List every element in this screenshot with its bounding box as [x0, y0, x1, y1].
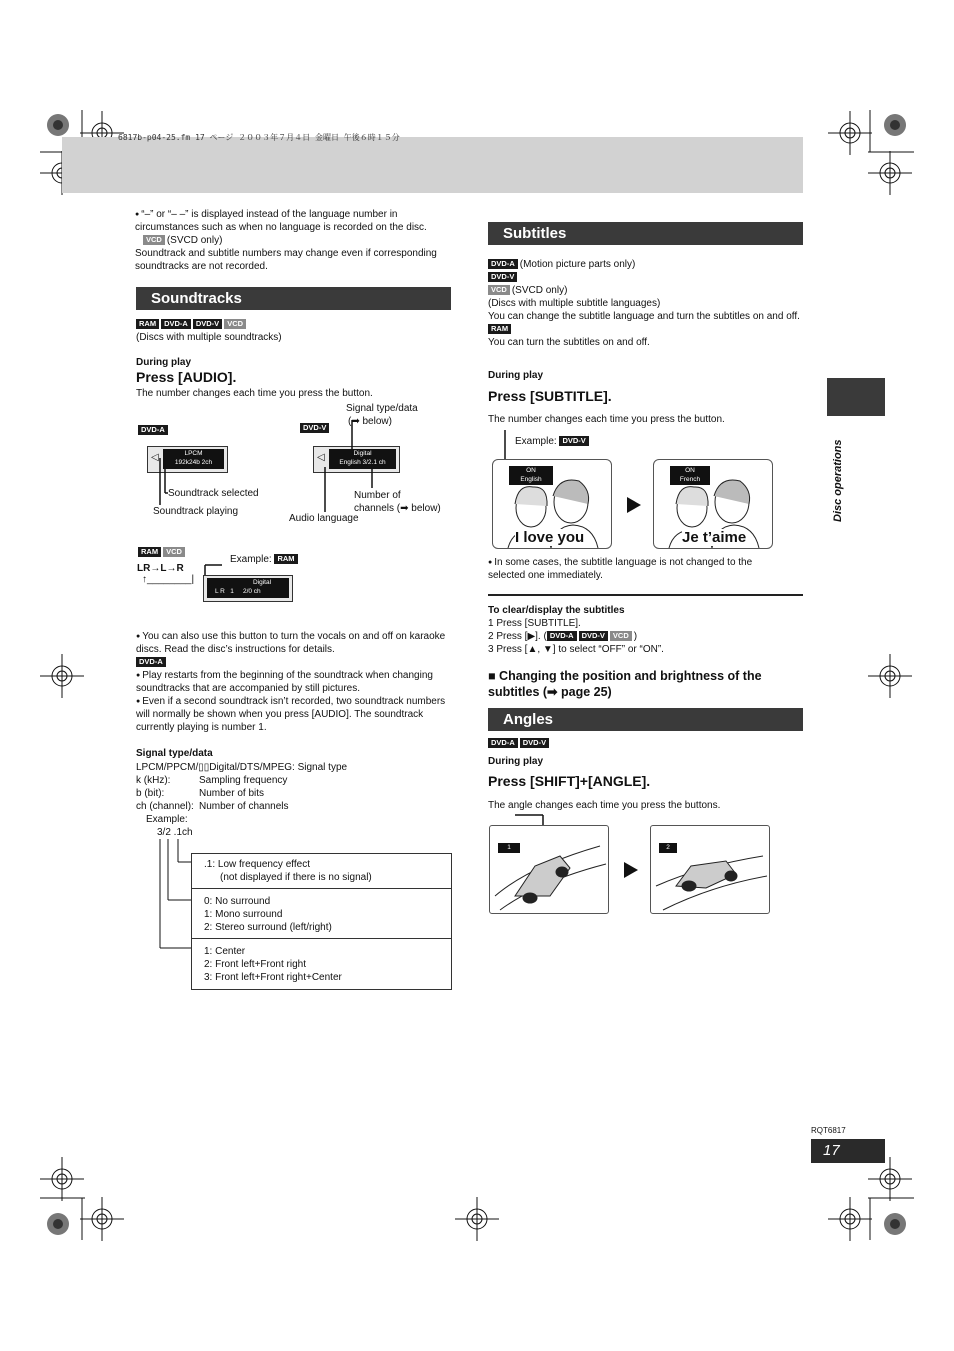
tag-dvdv: DVD-V [579, 631, 608, 641]
tag-ram: RAM [488, 324, 511, 334]
lr-return-arrow: ↑________| [142, 574, 195, 585]
step-3: 3 Press [▲, ▼] to select “OFF” or “ON”. [488, 644, 664, 655]
race-car-illustration [490, 826, 608, 913]
tag-vcd: VCD [610, 631, 632, 641]
doc-code: RQT6817 [811, 1126, 846, 1135]
signal-type-text: Signal type/data [346, 403, 418, 414]
signal-type-below: (➡ below) [348, 416, 392, 427]
speaker-icon: ◁ [151, 452, 159, 463]
tag-vcd: VCD [163, 547, 185, 557]
legend-front-1: 1: Center [204, 946, 246, 957]
def-k-value: Sampling frequency [199, 775, 288, 786]
sub-dvda-note: (Motion picture parts only) [519, 259, 636, 270]
tag-dvda: DVD-A [488, 738, 518, 748]
legend-lfe-line1: .1: Low frequency effect [204, 859, 310, 870]
caption-english: I love you [515, 529, 585, 546]
caption-french: Je t’aime [682, 529, 747, 546]
example-label: Example: [230, 554, 272, 565]
angles-during: During play [488, 756, 544, 767]
osd-french-lang: French [679, 476, 701, 483]
intro-bullet: ● “–” or “– –” is displayed instead of the language number in circumstances such as when no language is recorded on the disc. [135, 208, 455, 234]
angle-frame-1 [489, 825, 609, 914]
tag-dvdv-example: DVD-V [300, 423, 329, 433]
during-play-subtitle: During play [488, 370, 544, 381]
speaker-icon: ◁ [317, 452, 325, 463]
osd-dvdv-line2: English 3/2.1 ch [339, 459, 386, 466]
def-b: b (bit): [136, 788, 165, 799]
audio-language: Audio language [289, 513, 359, 524]
tag-dvdv: DVD-V [488, 272, 517, 282]
tag-dvda: DVD-A [488, 259, 518, 269]
tag-dvdv: DVD-V [520, 738, 549, 748]
signal-line: LPCM/PPCM/▯▯Digital/DTS/MPEG: Signal type [136, 762, 348, 773]
clear-subtitles: To clear/display the subtitles 1 Press [SUBTITLE]. 2 Press [▶]. ( DVD-A DVD-V VCD ) 3 Press [▲, ▼] to select “OFF” or “ON”. [488, 604, 803, 656]
tag-dvda: DVD-A [161, 319, 191, 329]
legend-surround-2: 2: Stereo surround (left/right) [204, 922, 332, 933]
section-side-tab [827, 378, 885, 416]
legend-lfe-line2: (not displayed if there is no signal) [220, 872, 372, 883]
square-bullet-icon: ■ [488, 669, 496, 683]
soundtrack-selected: Soundtrack selected [168, 488, 259, 499]
angle-frame-2 [650, 825, 770, 914]
press-angle-desc: The angle changes each time you press the buttons. [488, 800, 721, 811]
lr-sequence: LR→L→R [137, 563, 184, 574]
osd-ram-lr: L R [215, 588, 225, 595]
step-2: 2 Press [▶]. ( [488, 631, 547, 642]
osd-dvdv-line1: Digital [353, 450, 372, 457]
page-number: 17 [811, 1139, 885, 1163]
soundtrack-playing: Soundtrack playing [153, 506, 239, 517]
tag-dvda: DVD-A [547, 631, 577, 641]
osd-english-on: ON [526, 467, 536, 474]
file-header: 6817b-p04-25.fm 17 ページ ２００３年７月４日 金曜日 午後６時１５分 [118, 133, 400, 142]
tag-ram: RAM [138, 547, 161, 557]
sub-vcd-note: (SVCD only) [511, 285, 568, 296]
legend-surround-1: 1: Mono surround [204, 909, 283, 920]
bullet-karaoke: ● You can also use this button to turn the vocals on and off on karaoke discs. Read the disc’s instructions for details. [136, 630, 454, 656]
press-audio: Press [AUDIO]. [136, 369, 237, 385]
during-play-audio: During play [136, 357, 192, 368]
bullet-some-cases: ● In some cases, the subtitle language is not changed to the selected one immediately. [488, 556, 788, 582]
example2-label: Example: [146, 814, 188, 825]
tag-ram: RAM [136, 319, 159, 329]
step-1: 1 Press [SUBTITLE]. [488, 618, 581, 629]
clear-heading: To clear/display the subtitles [488, 605, 625, 616]
intro-vcd-note: (SVCD only) [166, 235, 223, 246]
sub-multi: (Discs with multiple subtitle languages) [488, 298, 661, 309]
legend-surround-0: 0: No surround [204, 896, 271, 907]
angles-heading: Angles [488, 708, 803, 731]
osd-ram-line2: 2/0 ch [242, 588, 261, 595]
legend-front-2: 2: Front left+Front right [204, 959, 306, 970]
bullet-second: ● Even if a second soundtrack isn’t recorded, two soundtrack numbers will normally be shown when you press [AUDIO]. The soundtrack currently playing is number 1. [136, 695, 454, 734]
tag-ram: RAM [274, 554, 297, 564]
side-tab-label [820, 426, 850, 526]
num-channels-line1: Number of [354, 490, 401, 501]
soundtracks-note: (Discs with multiple soundtracks) [136, 332, 282, 343]
num-channels-line2: channels (➡ below) [354, 503, 441, 514]
signal-heading: Signal type/data [136, 748, 213, 759]
tag-dvdv: DVD-V [193, 319, 222, 329]
side-tab-text: Disc operations [832, 439, 844, 522]
press-subtitle: Press [SUBTITLE]. [488, 388, 612, 404]
osd-ram-line1: Digital [252, 579, 272, 586]
press-subtitle-desc: The number changes each time you press the button. [488, 414, 725, 425]
angle-osd-2: 2 [659, 843, 677, 853]
angle-osd-1: 1 [498, 843, 520, 853]
press-angle: Press [SHIFT]+[ANGLE]. [488, 773, 651, 789]
changing-text: Changing the position and brightness of the subtitles (➡ page 25) [488, 669, 762, 699]
def-ch: ch (channel): [136, 801, 194, 812]
osd-dvda-line2: 192k24b 2ch [174, 459, 213, 466]
def-b-value: Number of bits [199, 788, 265, 799]
tag-dvda-example: DVD-A [138, 425, 168, 435]
osd-english-lang: English [520, 476, 542, 483]
example-value: 3/2 .1ch [157, 827, 193, 838]
def-ch-value: Number of channels [199, 801, 289, 812]
vcd-tag: VCD [143, 235, 165, 245]
sub-ram: You can turn the subtitles on and off. [488, 337, 650, 348]
soundtracks-heading: Soundtracks [136, 287, 451, 310]
def-k: k (kHz): [136, 775, 171, 786]
osd-french-on: ON [685, 467, 695, 474]
example-label: Example: [515, 436, 557, 447]
race-car-illustration [651, 826, 769, 913]
tag-vcd: VCD [224, 319, 246, 329]
legend-front-3: 3: Front left+Front right+Center [204, 972, 342, 983]
subtitles-heading: Subtitles [488, 222, 803, 245]
intro-para: Soundtrack and subtitle numbers may change even if corresponding soundtracks are not recorded. [135, 248, 437, 272]
osd-ram-num: 1 [230, 588, 234, 595]
next-arrow [624, 862, 638, 878]
sub-change: You can change the subtitle language and turn the subtitles on and off. [488, 311, 800, 322]
osd-dvda-line1: LPCM [184, 450, 203, 457]
tag-dvda: DVD-A [136, 657, 166, 667]
press-audio-desc: The number changes each time you press the button. [136, 388, 373, 399]
tag-dvdv: DVD-V [559, 436, 588, 446]
bullet-restart: ● Play restarts from the beginning of the soundtrack when changing soundtracks that are accompanied by still pictures. [136, 669, 454, 695]
tag-vcd: VCD [488, 285, 510, 295]
